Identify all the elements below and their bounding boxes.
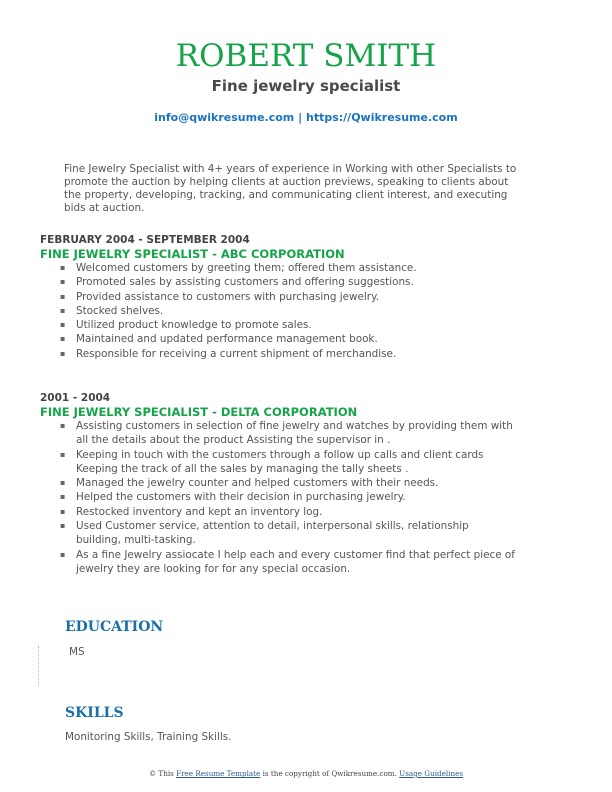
job-dates: FEBRUARY 2004 - SEPTEMBER 2004	[40, 234, 250, 246]
list-item: ▪ Welcomed customers by greeting them; offered them assistance.	[40, 261, 516, 275]
separator: |	[298, 111, 303, 124]
job-entry	[40, 392, 516, 576]
footer	[0, 769, 612, 778]
list-item: ▪ Keeping in touch with the customers through a follow up calls and client cards Keeping the track of all the sales by managing the tally sheets .	[40, 448, 516, 477]
job-role: FINE JEWELRY SPECIALIST - DELTA CORPORATION	[40, 405, 358, 419]
list-item: ▪ Helped the customers with their decision in purchasing jewelry.	[40, 490, 516, 504]
email-link[interactable]: info@qwikresume.com	[154, 111, 295, 124]
list-item: ▪ Managed the jewelry counter and helped customers with their needs.	[40, 476, 516, 490]
list-item: ▪ Utilized product knowledge to promote sales.	[40, 318, 516, 332]
education-heading: EDUCATION	[65, 619, 164, 635]
website-link[interactable]: https://Qwikresume.com	[305, 111, 458, 124]
job-title: Fine jewelry specialist	[211, 77, 401, 95]
list-item: ▪ Promoted sales by assisting customers and offering suggestions.	[40, 275, 516, 289]
list-item: ▪ Assisting customers in selection of fine jewelry and watches by providing them with all the details about the product Assisting the supervisor in .	[40, 419, 516, 448]
free-template-link[interactable]: Free Resume Template	[176, 769, 261, 778]
list-item: ▪ Maintained and updated performance management book.	[40, 332, 516, 346]
job-dates: 2001 - 2004	[40, 392, 111, 404]
job-role: FINE JEWELRY SPECIALIST - ABC CORPORATION	[40, 247, 345, 261]
skills-text: Monitoring Skills, Training Skills.	[65, 731, 232, 743]
list-item: ▪ Responsible for receiving a current shipment of merchandise.	[40, 347, 516, 361]
job-bullets	[40, 261, 516, 361]
skills-heading: SKILLS	[65, 705, 124, 721]
contact-line	[0, 111, 612, 124]
list-item: ▪ Provided assistance to customers with purchasing jewelry.	[40, 290, 516, 304]
divider	[38, 646, 39, 686]
list-item: ▪ As a fine Jewelry assiocate I help each and every customer find that perfect piece of jewelry they are looking for for any special occasion.	[40, 548, 516, 577]
usage-guidelines-link[interactable]: Usage Guidelines	[399, 769, 464, 778]
list-item: ▪ Restocked inventory and kept an inventory log.	[40, 505, 516, 519]
list-item: ▪ Stocked shelves.	[40, 304, 516, 318]
job-bullets	[40, 419, 516, 576]
summary: Fine Jewelry Specialist with 4+ years of experience in Working with other Specialists to promote the auction by helping clients at auction previews, speaking to clients about the property, developing, tracking, and communicating client interest, and executing bids at auction.	[64, 163, 517, 214]
list-item: ▪ Used Customer service, attention to detail, interpersonal skills, relationship building, multi-tasking.	[40, 519, 516, 548]
footer-middle: is the copyright of Qwikresume.com.	[262, 769, 397, 778]
candidate-name: ROBERT SMITH	[175, 38, 437, 74]
education-degree: MS	[69, 646, 85, 658]
job-entry	[40, 234, 516, 361]
footer-prefix: © This	[148, 769, 174, 778]
